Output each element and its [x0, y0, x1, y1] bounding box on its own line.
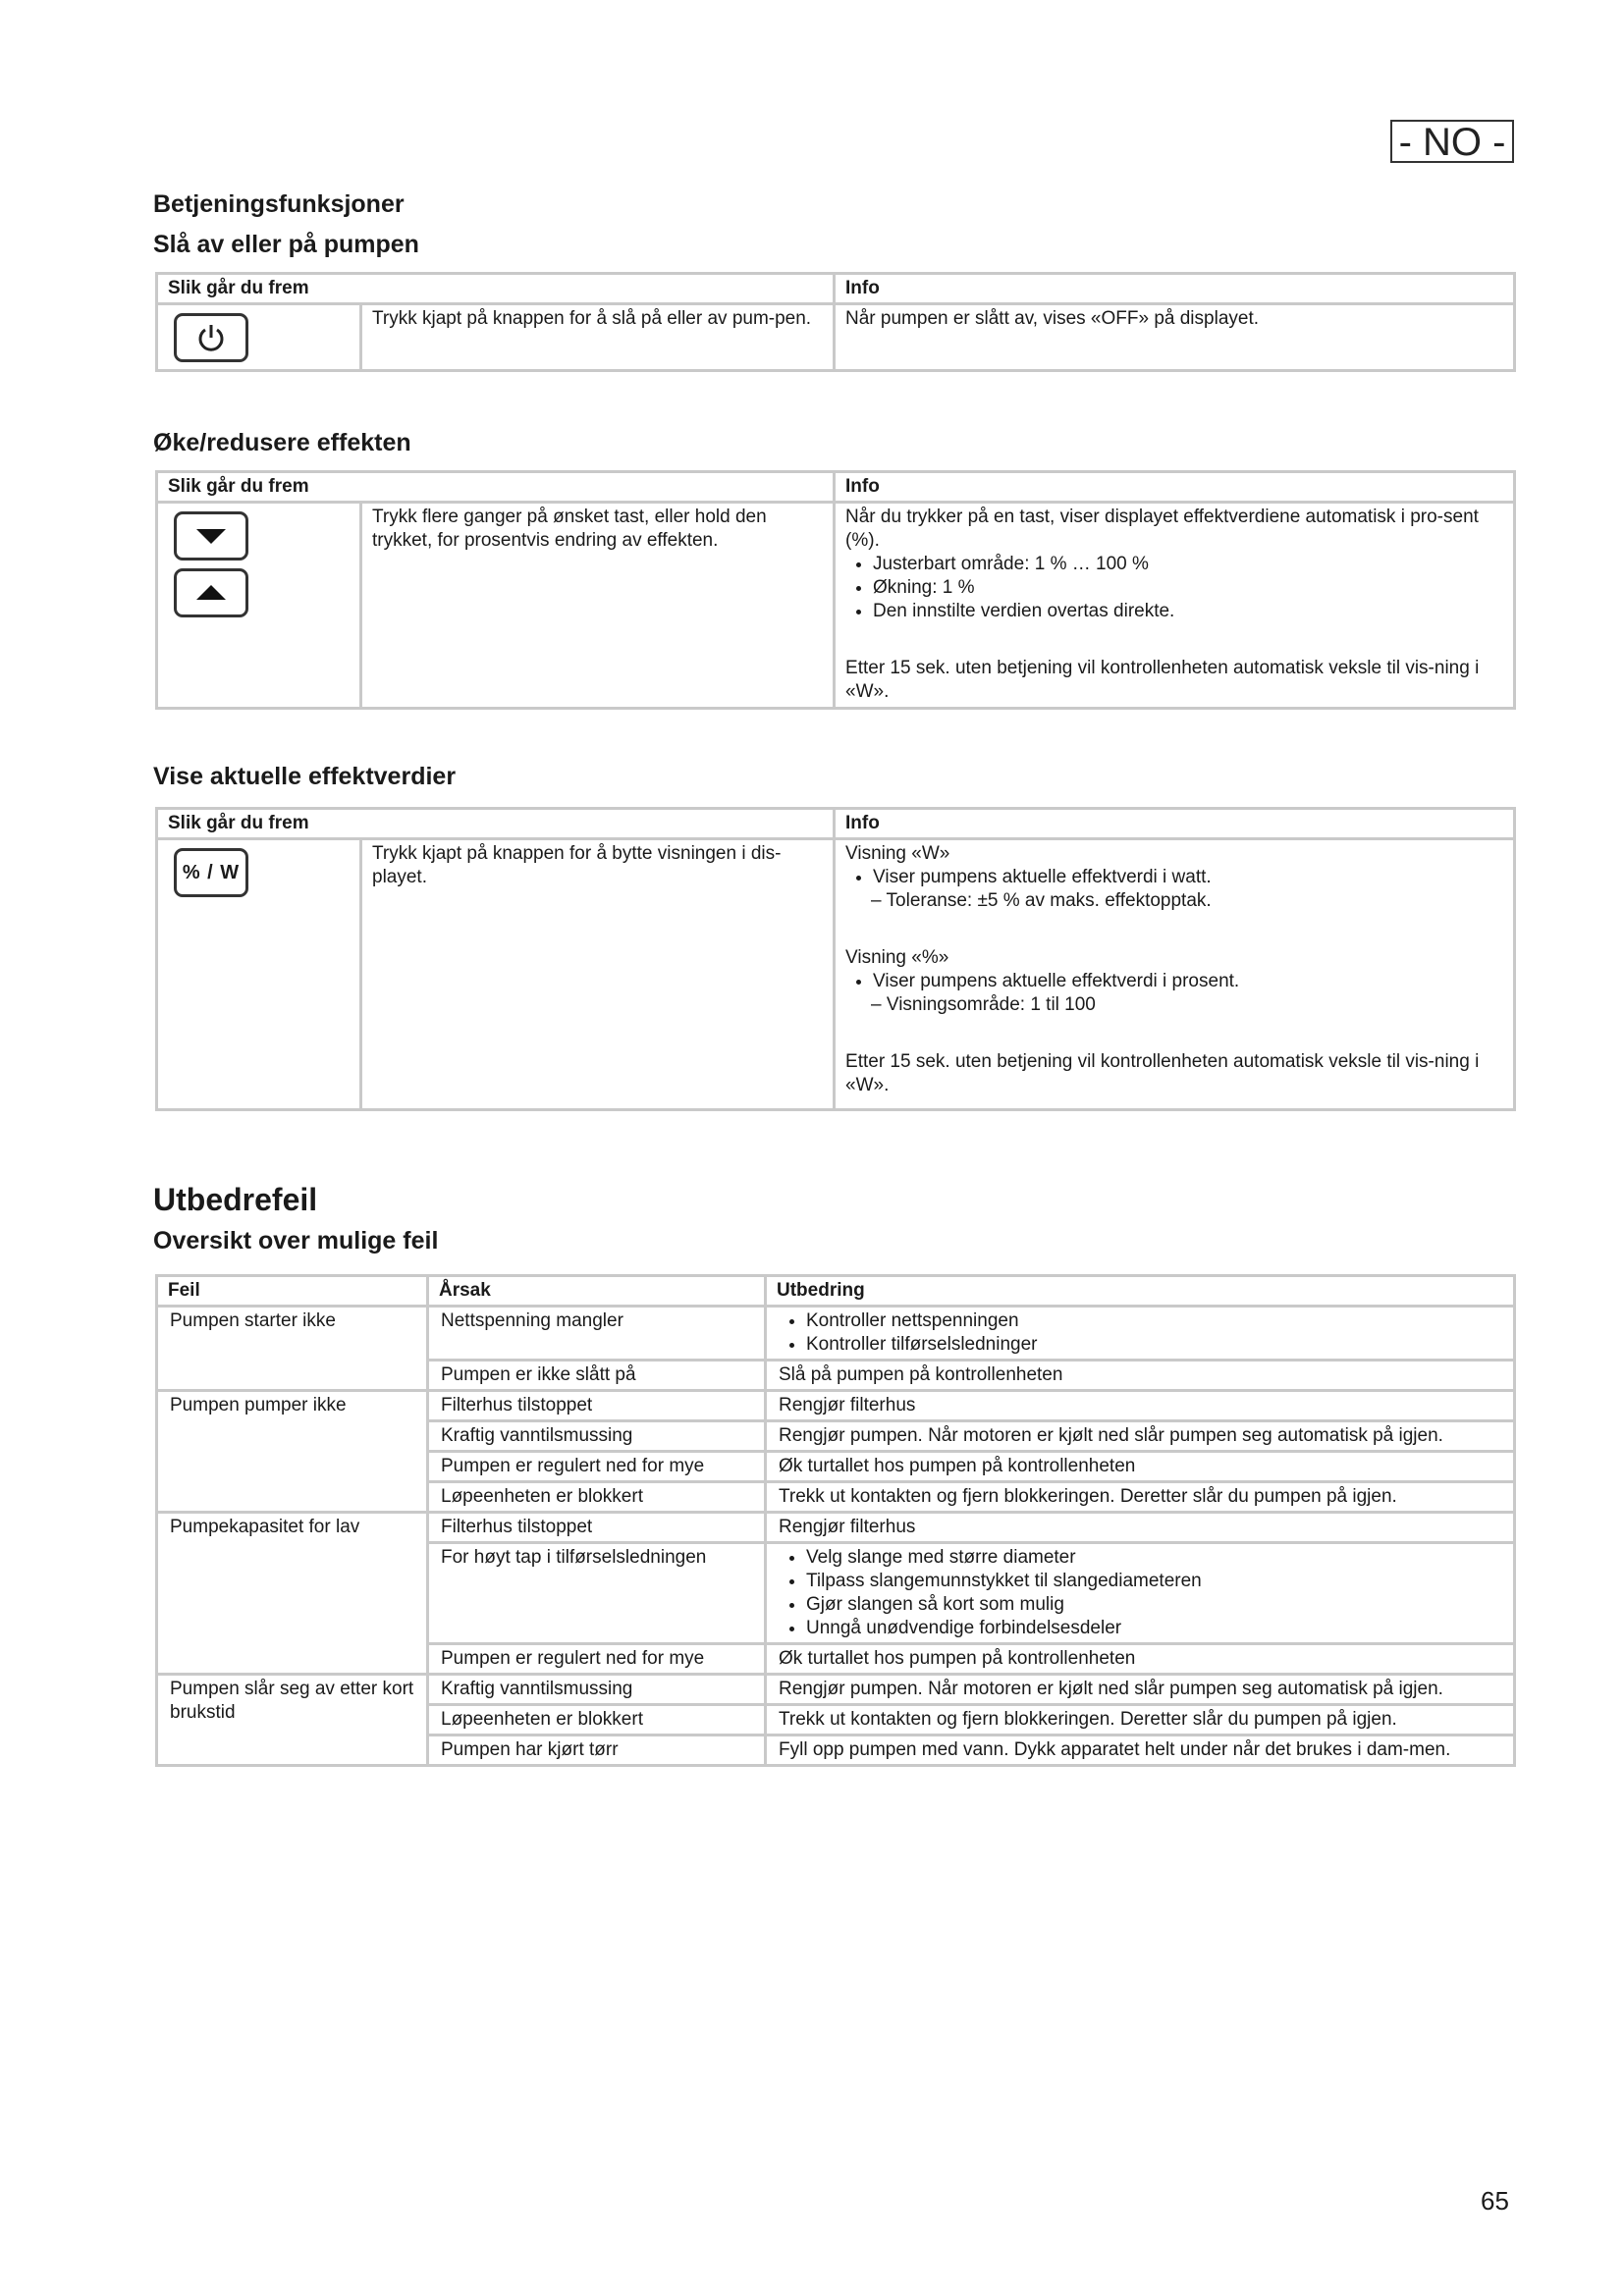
cause-cell: Løpeenheten er blokkert [428, 1482, 766, 1513]
remedy-cell: Rengjør filterhus [766, 1513, 1515, 1543]
troubleshoot-title: Utbedrefeil [153, 1182, 318, 1217]
list-item: • Justerbart område: 1 % … 100 % [873, 553, 1503, 576]
how-text: Trykk kjapt på knappen for å slå på eller av pum-pen. [361, 304, 835, 371]
list-item: • Økning: 1 % [873, 576, 1503, 600]
view-pct-list [845, 970, 1503, 993]
remedy-cell: Øk turtallet hos pumpen på kontrollenheten [766, 1644, 1515, 1675]
remedy-cell: Rengjør pumpen. Når motoren er kjølt ned slår pumpen seg automatisk på igjen. [766, 1675, 1515, 1705]
list-item: • Gjør slangen så kort som mulig [806, 1593, 1501, 1617]
icon-cell [157, 839, 361, 1110]
header-how: Slik går du frem [157, 472, 835, 503]
info-bullets [845, 553, 1503, 623]
cause-cell: Pumpen har kjørt tørr [428, 1735, 766, 1766]
how-text: Trykk flere ganger på ønsket tast, eller hold den trykket, for prosentvis endring av effekten. [361, 503, 835, 709]
table-row [157, 1513, 1515, 1543]
table-row [157, 1391, 1515, 1421]
decrease-button[interactable] [174, 511, 248, 561]
cause-cell: Kraftig vanntilsmussing [428, 1675, 766, 1705]
list-item: • Tilpass slangemunnstykket til slangediameteren [806, 1570, 1501, 1593]
list-item: • Kontroller tilførselsledninger [806, 1333, 1501, 1357]
header-info: Info [835, 472, 1515, 503]
remedy-cell: Slå på pumpen på kontrollenheten [766, 1361, 1515, 1391]
cause-cell: Pumpen er ikke slått på [428, 1361, 766, 1391]
arrow-down-icon [193, 526, 229, 546]
header-info: Info [835, 274, 1515, 304]
table-header-row [157, 274, 1515, 304]
info-intro: Når du trykker på en tast, viser displayet effektverdiene automatisk i pro-sent (%). [845, 507, 1479, 551]
troubleshoot-subtitle: Oversikt over mulige feil [153, 1227, 439, 1255]
remedy-cell [766, 1543, 1515, 1644]
remedy-cell: Trekk ut kontakten og fjern blokkeringen. Deretter slår du pumpen på igjen. [766, 1705, 1515, 1735]
section-title: Betjeningsfunksjoner [153, 190, 405, 218]
increase-button[interactable] [174, 568, 248, 617]
header-how: Slik går du frem [157, 274, 835, 304]
header-fault: Feil [157, 1276, 428, 1307]
remedy-cell: Øk turtallet hos pumpen på kontrollenheten [766, 1452, 1515, 1482]
list-item: • Den innstilte verdien overtas direkte. [873, 600, 1503, 623]
remedy-cell: Fyll opp pumpen med vann. Dykk apparatet helt under når det brukes i dam-men. [766, 1735, 1515, 1766]
header-how: Slik går du frem [157, 809, 835, 839]
language-badge: - NO - [1390, 120, 1514, 163]
effect-title: Øke/redusere effekten [153, 429, 411, 456]
fault-cell: Pumpen pumper ikke [157, 1391, 428, 1513]
view-pct-range: – Visningsområde: 1 til 100 [871, 994, 1096, 1015]
icon-cell [157, 304, 361, 371]
cause-cell: Løpeenheten er blokkert [428, 1705, 766, 1735]
table-row [157, 1307, 1515, 1361]
header-remedy: Utbedring [766, 1276, 1515, 1307]
info-cell [835, 839, 1515, 1110]
cause-cell: Pumpen er regulert ned for mye [428, 1452, 766, 1482]
fault-table [155, 1274, 1516, 1767]
fault-cell: Pumpen starter ikke [157, 1307, 428, 1391]
remedy-cell: Rengjør filterhus [766, 1391, 1515, 1421]
view-w-tolerance: – Toleranse: ±5 % av maks. effektopptak. [871, 890, 1212, 911]
fault-cell: Pumpen slår seg av etter kort brukstid [157, 1675, 428, 1766]
display-table [155, 807, 1516, 1111]
percent-watt-button[interactable] [174, 848, 248, 897]
power-table [155, 272, 1516, 372]
table-row [157, 304, 1515, 371]
cause-cell: Filterhus tilstoppet [428, 1513, 766, 1543]
list-item: • Viser pumpens aktuelle effektverdi i watt. [873, 866, 1503, 889]
fault-cell: Pumpekapasitet for lav [157, 1513, 428, 1675]
view-pct-title: Visning «%» [845, 947, 949, 968]
header-info: Info [835, 809, 1515, 839]
info-outro: Etter 15 sek. uten betjening vil kontrollenheten automatisk veksle til vis-ning i «W». [845, 658, 1480, 702]
info-cell [835, 503, 1515, 709]
info-text: Når pumpen er slått av, vises «OFF» på displayet. [835, 304, 1515, 371]
view-w-title: Visning «W» [845, 843, 950, 864]
cause-cell: Kraftig vanntilsmussing [428, 1421, 766, 1452]
page-number: 65 [1481, 2186, 1509, 2216]
tolerance-text: Toleranse: ±5 % av maks. effektopptak. [886, 890, 1212, 911]
cause-cell: Pumpen er regulert ned for mye [428, 1644, 766, 1675]
effect-table [155, 470, 1516, 710]
list-item: • Velg slange med større diameter [806, 1546, 1501, 1570]
cause-cell: For høyt tap i tilførselsledningen [428, 1543, 766, 1644]
percent-watt-label: % / W [182, 862, 241, 883]
list-item: • Unngå unødvendige forbindelsesdeler [806, 1617, 1501, 1640]
table-header-row [157, 809, 1515, 839]
table-header-row [157, 1276, 1515, 1307]
icon-cell [157, 503, 361, 709]
power-title: Slå av eller på pumpen [153, 231, 419, 258]
table-row [157, 1675, 1515, 1705]
cause-cell: Filterhus tilstoppet [428, 1391, 766, 1421]
remedy-cell: Rengjør pumpen. Når motoren er kjølt ned slår pumpen seg automatisk på igjen. [766, 1421, 1515, 1452]
list-item: • Viser pumpens aktuelle effektverdi i prosent. [873, 970, 1503, 993]
remedy-cell [766, 1307, 1515, 1361]
table-row [157, 839, 1515, 1110]
header-cause: Årsak [428, 1276, 766, 1307]
cause-cell: Nettspenning mangler [428, 1307, 766, 1361]
table-row [157, 503, 1515, 709]
remedy-cell: Trekk ut kontakten og fjern blokkeringen. Deretter slår du pumpen på igjen. [766, 1482, 1515, 1513]
list-item: • Kontroller nettspenningen [806, 1309, 1501, 1333]
power-icon [194, 321, 228, 354]
view-w-list [845, 866, 1503, 889]
info-outro: Etter 15 sek. uten betjening vil kontrollenheten automatisk veksle til vis-ning i «W». [845, 1051, 1480, 1095]
table-header-row [157, 472, 1515, 503]
power-button[interactable] [174, 313, 248, 362]
display-title: Vise aktuelle effektverdier [153, 763, 457, 790]
range-text: Visningsområde: 1 til 100 [886, 994, 1096, 1015]
how-text: Trykk kjapt på knappen for å bytte visningen i dis-playet. [361, 839, 835, 1110]
arrow-up-icon [193, 583, 229, 603]
